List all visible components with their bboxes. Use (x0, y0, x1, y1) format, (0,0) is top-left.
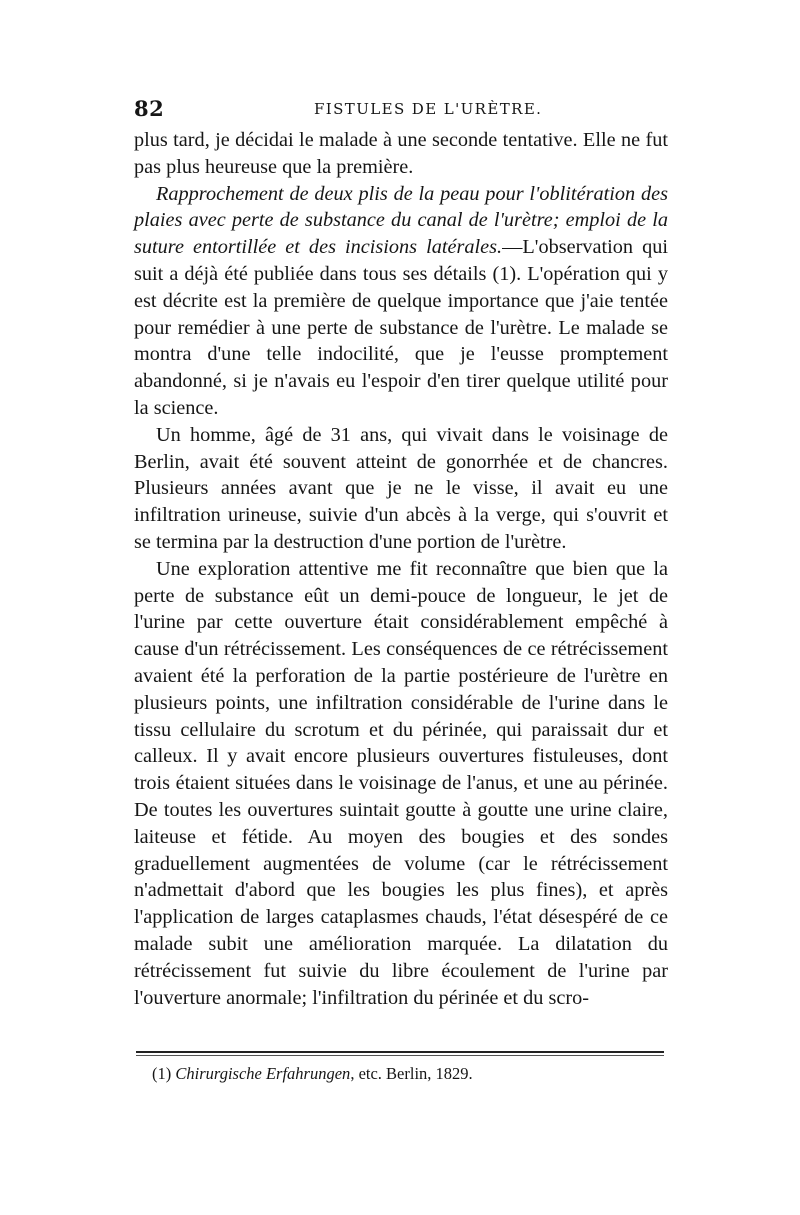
footnote-title: Chirurgische Erfahrungen (175, 1064, 351, 1083)
footnote-rule (136, 1051, 664, 1053)
footnote (152, 1063, 652, 1085)
paragraph-3: Un homme, âgé de 31 ans, qui vivait dans le voisinage de Berlin, avait été souvent atteint de gonorrhée et de chancres. Plusieurs années avant que je ne le visse, il avait eu une infiltration urineuse, suivie d'un abcès à la verge, qui s'ouvrit et se termina par la destruction d'une portion de l'urètre. (134, 423, 668, 553)
paragraph-2-text: —L'observation qui suit a déjà été publiée dans tous ses détails (1). L'opération qui y est décrite est la première de quelque importance que j'aie tentée pour remédier à une perte de substance de l'urètre. Le malade se montra d'une telle indocilité, que je l'eusse promptement abandonné, si je n'avais eu l'espoir d'en tirer quelque utilité pour la science. (134, 236, 668, 419)
section-heading-italic: Rapprochement de deux plis de la peau pour l'oblitération des plaies avec perte de substance du canal de l'urètre; emploi de la suture entortillée et des incisions latérales. (134, 182, 668, 259)
paragraph-4: Une exploration attentive me fit reconnaître que bien que la perte de substance eût un demi-pouce de longueur, le jet de l'urine par cette ouverture était considérablement empêché à cause d'un rétrécissement. Les conséquences de ce rétrécissement avaient été la perforation de la partie postérieure de l'urètre en plusieurs points, une infiltration considérable de l'urine dans le tissu cellulaire du scrotum et du périnée, qui paraissait dur et calleux. Il y avait encore plusieurs ouvertures fistuleuses, dont trois étaient situées dans le voisinage de l'anus, et une au périnée. De toutes les ouvertures suintait goutte à goutte une urine claire, laiteuse et fétide. Au moyen des bougies et des sondes graduellement augmentées de volume (car le rétrécissement n'admettait d'abord que les bougies les plus fines), et après l'application de larges cataplasmes chauds, l'état désespéré de ce malade subit une amélioration marquée. La dilatation du rétrécissement fut suivie du libre écoulement de l'urine par l'ouverture anormale; l'infiltration du périnée et du scro- (134, 557, 668, 1009)
footnote-rule-thin (136, 1055, 664, 1056)
paragraph-2 (134, 181, 668, 422)
paragraph-1: plus tard, je décidai le malade à une seconde tentative. Elle ne fut pas plus heureuse que la première. (134, 129, 668, 178)
page-number: 82 (134, 96, 165, 121)
footnote-marker: (1) (152, 1064, 172, 1083)
body-text (134, 127, 668, 1011)
running-title: FISTULES DE L'URÈTRE. (314, 100, 543, 118)
footnote-citation: , etc. Berlin, 1829. (350, 1064, 473, 1083)
page-header (134, 96, 670, 128)
